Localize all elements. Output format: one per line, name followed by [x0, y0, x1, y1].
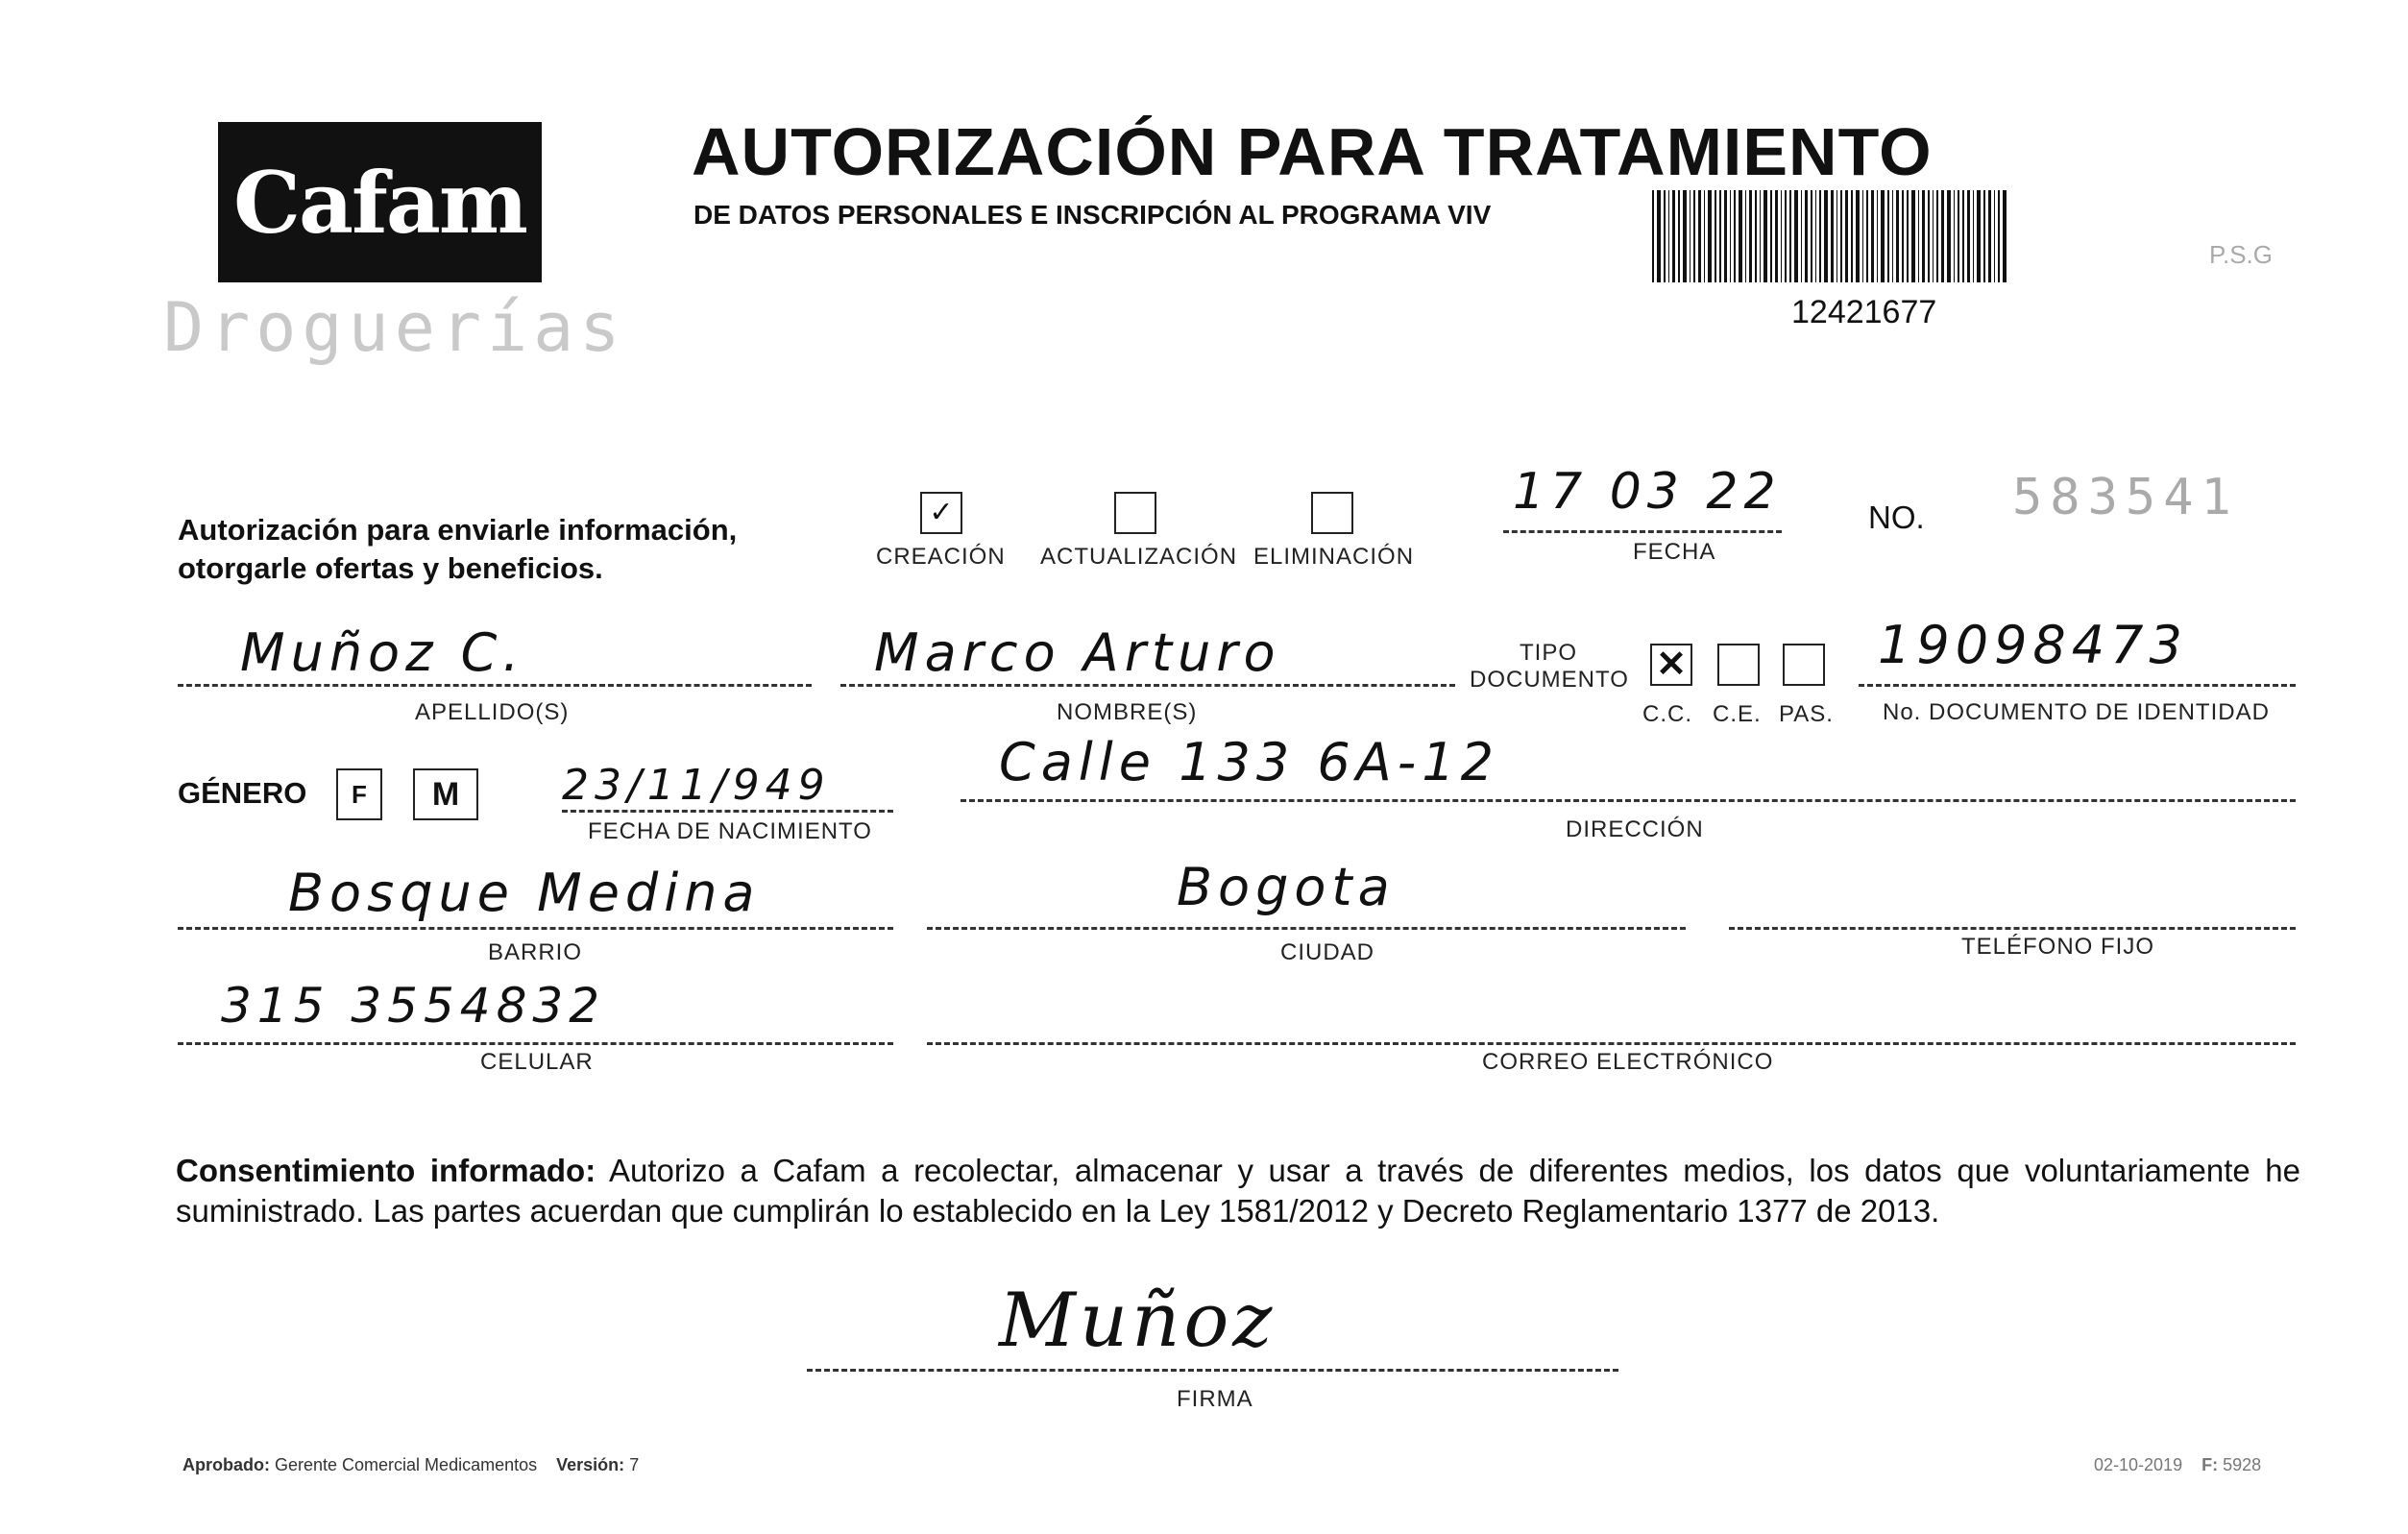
direccion-label: DIRECCIÓN — [1566, 816, 1704, 842]
barcode-bar — [1928, 190, 1930, 282]
eliminacion-label: ELIMINACIÓN — [1253, 544, 1415, 570]
barcode-bar — [1933, 190, 1934, 282]
barcode-bar — [1801, 190, 1802, 282]
barcode-bar — [1831, 190, 1834, 282]
footer-left — [182, 1455, 639, 1475]
actualizacion-label: ACTUALIZACIÓN — [1040, 544, 1238, 570]
aprobado-value: Gerente Comercial Medicamentos — [275, 1455, 538, 1474]
barrio-label: BARRIO — [488, 939, 583, 965]
creacion-mark: ✓ — [929, 497, 954, 528]
barcode-bar — [1862, 190, 1863, 282]
barcode-bar — [1836, 190, 1837, 282]
pas-label: PAS. — [1779, 701, 1834, 727]
barcode-bar — [1708, 190, 1712, 282]
barcode-bar — [1824, 190, 1828, 282]
version-label: Versión: — [556, 1455, 625, 1474]
cc-checkbox[interactable] — [1650, 644, 1692, 686]
cc-mark: ✕ — [1656, 645, 1687, 685]
barcode-bar — [1785, 190, 1787, 282]
barcode-bar — [1739, 190, 1742, 282]
barcode-bar — [1730, 190, 1731, 282]
barcode-bar — [1678, 190, 1680, 282]
footer-right — [2094, 1455, 2261, 1475]
barrio-line — [178, 927, 893, 930]
tipo-label-1: TIPO — [1520, 640, 1578, 666]
apellidos-label: APELLIDO(S) — [415, 699, 570, 725]
barcode-bar — [1973, 190, 1974, 282]
documento-label: No. DOCUMENTO DE IDENTIDAD — [1883, 699, 2270, 725]
barcode-bar — [1907, 190, 1909, 282]
signature-label: FIRMA — [1177, 1386, 1253, 1412]
creacion-label: CREACIÓN — [876, 544, 1006, 570]
barcode-bar — [1698, 190, 1701, 282]
barcode-bar — [1994, 190, 1995, 282]
barcode-bar — [1988, 190, 1991, 282]
barcode-bar — [1856, 190, 1860, 282]
direccion-value: Calle 133 6A-12 — [999, 732, 1499, 792]
creacion-checkbox[interactable] — [920, 492, 962, 534]
genero-label: GÉNERO — [178, 776, 307, 810]
barcode-bar — [1781, 190, 1782, 282]
barcode-bar — [1922, 190, 1925, 282]
barcode-bar — [2003, 190, 2007, 282]
documento-line — [1859, 684, 2296, 687]
actualizacion-checkbox[interactable] — [1114, 492, 1156, 534]
ciudad-label: CIUDAD — [1280, 939, 1375, 965]
barcode-bar — [1805, 190, 1808, 282]
barcode-bar — [1877, 190, 1878, 282]
barcode-bar — [1755, 190, 1757, 282]
barcode-bar — [1977, 190, 1981, 282]
barcode — [1652, 190, 2036, 282]
genero-f-checkbox[interactable] — [336, 768, 382, 820]
signature: Muñoz — [999, 1278, 1277, 1364]
aprobado-label: Aprobado: — [182, 1455, 270, 1474]
barcode-bar — [1664, 190, 1666, 282]
correo-label: CORREO ELECTRÓNICO — [1482, 1049, 1774, 1075]
barcode-bar — [1763, 190, 1767, 282]
barcode-bar — [1954, 190, 1955, 282]
ce-label: C.E. — [1713, 701, 1762, 727]
eliminacion-checkbox[interactable] — [1311, 492, 1353, 534]
barcode-bar — [1896, 190, 1899, 282]
barcode-bar — [1794, 190, 1798, 282]
fecha-label: FECHA — [1633, 539, 1716, 565]
barcode-bar — [1815, 190, 1816, 282]
fecha-line — [1503, 530, 1782, 533]
barcode-bar — [1657, 190, 1661, 282]
nombres-line — [840, 684, 1455, 687]
barcode-bar — [1734, 190, 1736, 282]
apellidos-value: Muñoz C. — [240, 622, 525, 683]
barcode-bar — [1892, 190, 1893, 282]
barcode-bar — [1845, 190, 1848, 282]
no-label: NO. — [1868, 499, 1925, 535]
barcode-bar — [1745, 190, 1746, 282]
authorization-line-2: otorgarle ofertas y beneficios. — [178, 551, 603, 585]
barcode-bar — [1866, 190, 1868, 282]
barcode-bar — [1770, 190, 1772, 282]
barcode-bar — [1683, 190, 1687, 282]
logo-text: Cafam — [232, 152, 527, 253]
barcode-bar — [1775, 190, 1778, 282]
barcode-bar — [1715, 190, 1716, 282]
celular-value: 315 3554832 — [221, 978, 606, 1034]
ce-checkbox[interactable] — [1717, 644, 1760, 686]
barcode-bar — [1967, 190, 1970, 282]
ciudad-line — [927, 927, 1686, 930]
nombres-value: Marco Arturo — [874, 622, 1281, 683]
nombres-label: NOMBRE(S) — [1057, 699, 1198, 725]
signature-line — [807, 1369, 1618, 1372]
nacimiento-line — [562, 810, 893, 813]
ciudad-value: Bogota — [1177, 857, 1396, 917]
barcode-bar — [1851, 190, 1853, 282]
barcode-bar — [1958, 190, 1959, 282]
correo-line — [927, 1042, 2296, 1045]
form-label: F: — [2201, 1455, 2219, 1474]
genero-f-label: F — [352, 780, 367, 809]
apellidos-line — [178, 684, 812, 687]
barcode-bar — [1693, 190, 1695, 282]
barcode-bar — [1936, 190, 1938, 282]
telefono-label: TELÉFONO FIJO — [1961, 934, 2155, 960]
barcode-bar — [1760, 190, 1761, 282]
authorization-text — [178, 511, 850, 588]
barcode-bar — [1652, 190, 1654, 282]
nacimiento-value: 23/11/949 — [562, 761, 831, 810]
barcode-bar — [1941, 190, 1944, 282]
barcode-bar — [1724, 190, 1727, 282]
barcode-bar — [1983, 190, 1985, 282]
authorization-line-1: Autorización para enviarle información, — [178, 513, 738, 547]
barcode-bar — [1918, 190, 1919, 282]
barcode-bar — [1749, 190, 1752, 282]
footer-date: 02-10-2019 — [2094, 1455, 2183, 1474]
form-subtitle: DE DATOS PERSONALES E INSCRIPCIÓN AL PROGRAMA VIV — [693, 200, 1492, 230]
nacimiento-label: FECHA DE NACIMIENTO — [588, 818, 872, 844]
documento-value: 19098473 — [1878, 615, 2188, 675]
fecha-value: 17 03 22 — [1513, 463, 1782, 521]
barcode-bar — [1947, 190, 1951, 282]
barcode-bar — [1672, 190, 1675, 282]
tipo-label-2: DOCUMENTO — [1470, 667, 1629, 693]
corner-mark: P.S.G — [2209, 240, 2274, 269]
celular-label: CELULAR — [480, 1049, 594, 1075]
consent-paragraph — [176, 1151, 2300, 1231]
barcode-bar — [1668, 190, 1669, 282]
consent-heading: Consentimiento informado: — [176, 1153, 596, 1188]
genero-m-checkbox[interactable] — [413, 768, 478, 820]
barcode-bar — [1998, 190, 2000, 282]
cafam-logo — [218, 122, 542, 282]
direccion-line — [961, 799, 2296, 802]
barcode-bar — [1881, 190, 1885, 282]
form-title: AUTORIZACIÓN PARA TRATAMIENTO — [692, 114, 1933, 189]
sub-brand: Droguerías — [163, 288, 626, 367]
barrio-value: Bosque Medina — [288, 863, 761, 923]
cc-label: C.C. — [1642, 701, 1692, 727]
barcode-bar — [1911, 190, 1915, 282]
genero-m-label: M — [431, 776, 460, 813]
telefono-line — [1729, 927, 2296, 930]
pas-checkbox[interactable] — [1783, 644, 1825, 686]
form-value: 5928 — [2223, 1455, 2262, 1474]
barcode-number: 12421677 — [1791, 294, 1937, 330]
barcode-bar — [1811, 190, 1812, 282]
no-value: 583541 — [2012, 469, 2239, 526]
barcode-bar — [1819, 190, 1821, 282]
barcode-bar — [1789, 190, 1791, 282]
consent-body: Autorizo a Cafam a recolectar, almacenar y usar a través de diferentes medios, los datos que voluntariamente he suministrado. Las partes acuerdan que cumplirán lo establecido en la Ley 1581/2012 y Decreto Reglamentario 1377 de 2013. — [176, 1153, 2300, 1229]
version-value: 7 — [629, 1455, 640, 1474]
celular-line — [178, 1042, 893, 1045]
barcode-bar — [1902, 190, 1904, 282]
barcode-bar — [1840, 190, 1842, 282]
barcode-bar — [1962, 190, 1964, 282]
barcode-bar — [1704, 190, 1705, 282]
barcode-bar — [1719, 190, 1721, 282]
barcode-bar — [1871, 190, 1874, 282]
barcode-bar — [1887, 190, 1889, 282]
